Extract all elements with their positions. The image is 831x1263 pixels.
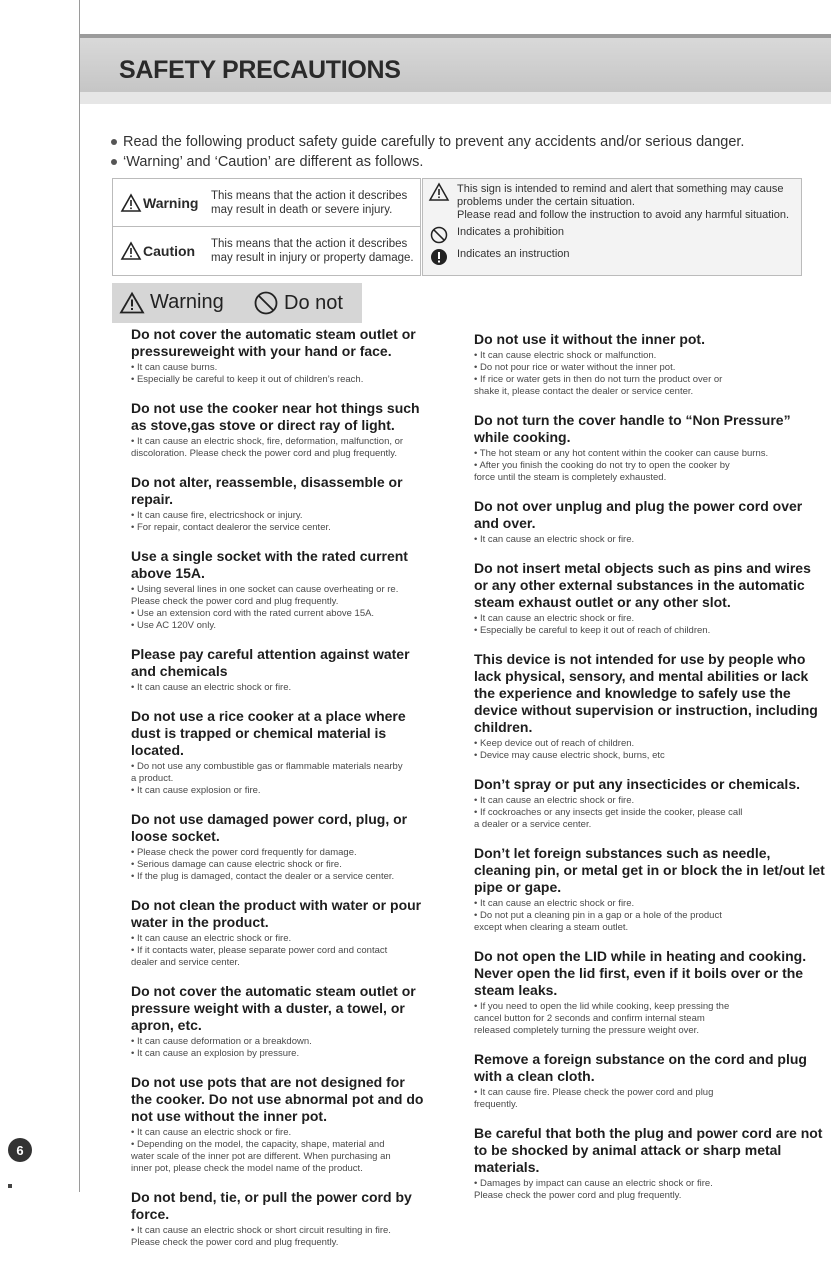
precaution-body-line: • It can cause an electric shock or short circuit resulting in fire. bbox=[131, 1225, 391, 1236]
precaution-body bbox=[131, 584, 426, 632]
precaution-body-line: • Damages by impact can cause an electric shock or fire. bbox=[474, 1178, 713, 1189]
precaution-body-line: • Using several lines in one socket can cause overheating or re. bbox=[131, 584, 399, 595]
symbol-legend bbox=[422, 178, 802, 276]
precaution-body-line: • Serious damage can cause electric shock or fire. bbox=[131, 859, 342, 870]
precaution-body-line: • It can cause explosion or fire. bbox=[131, 785, 261, 796]
precaution-body bbox=[131, 682, 426, 694]
page-number: 6 bbox=[8, 1138, 32, 1162]
corner-mark bbox=[8, 1184, 12, 1188]
precaution-item bbox=[474, 776, 828, 831]
precaution-item bbox=[131, 646, 426, 694]
precaution-body bbox=[131, 761, 426, 797]
precaution-body bbox=[474, 738, 828, 762]
precaution-body-line: • It can cause fire, electricshock or injury. bbox=[131, 510, 303, 521]
symbol-legend-row: Indicates a prohibition bbox=[423, 222, 801, 244]
precaution-heading: Use a single socket with the rated current above 15A. bbox=[131, 548, 408, 581]
precaution-body-line: except when clearing a steam outlet. bbox=[474, 922, 629, 933]
precaution-body-line: • Use an extension cord with the rated current above 15A. bbox=[131, 608, 375, 619]
precaution-body-line: force until the steam is completely exhausted. bbox=[474, 472, 667, 483]
precaution-item bbox=[131, 1074, 426, 1175]
precaution-heading: Do not use it without the inner pot. bbox=[474, 331, 705, 347]
precaution-heading: Please pay careful attention against water and chemicals bbox=[131, 646, 410, 679]
precaution-body bbox=[131, 1127, 426, 1175]
precaution-body-line: • Especially be careful to keep it out of reach of children. bbox=[474, 625, 711, 636]
precaution-body bbox=[474, 795, 828, 831]
severity-legend bbox=[112, 178, 421, 276]
precaution-item bbox=[474, 845, 828, 934]
precaution-body-line: • It can cause fire. Please check the power cord and plug bbox=[474, 1087, 714, 1098]
precaution-body bbox=[131, 847, 426, 883]
bullet-icon bbox=[111, 139, 117, 145]
precaution-body bbox=[474, 534, 828, 546]
header-banner bbox=[80, 34, 831, 96]
precaution-body-line: • It can cause an electric shock or fire. bbox=[131, 1127, 292, 1138]
precaution-item bbox=[131, 326, 426, 386]
precaution-heading: Do not clean the product with water or pour water in the product. bbox=[131, 897, 422, 930]
intro-line: ‘Warning’ and ‘Caution’ are different as follows. bbox=[111, 152, 744, 172]
precaution-body bbox=[474, 1001, 828, 1037]
bullet-icon bbox=[111, 159, 117, 165]
precaution-item bbox=[474, 412, 828, 484]
precaution-body-line: • For repair, contact dealeror the service center. bbox=[131, 522, 331, 533]
precaution-heading: Do not use pots that are not designed for the cooker. Do not use abnormal pot and do not use without the inner pot. bbox=[131, 1074, 424, 1124]
precaution-body-line: • Do not put a cleaning pin in a gap or a hole of the product bbox=[474, 910, 722, 921]
precaution-heading: Do not bend, tie, or pull the power cord by force. bbox=[131, 1189, 412, 1222]
precaution-item bbox=[474, 560, 828, 637]
intro-line: Read the following product safety guide carefully to prevent any accidents and/or serious danger. bbox=[111, 132, 744, 152]
warning-legend-label: Warning bbox=[113, 194, 201, 212]
precaution-body bbox=[131, 933, 426, 969]
precaution-body-line: Please check the power cord and plug frequently. bbox=[474, 1190, 682, 1201]
precaution-body-line: inner pot, please check the model name of the product. bbox=[131, 1163, 363, 1174]
precaution-body-line: • It can cause an electric shock or fire. bbox=[474, 795, 635, 806]
precaution-heading: Do not turn the cover handle to “Non Pressure” while cooking. bbox=[474, 412, 791, 445]
section-header bbox=[112, 283, 362, 323]
precaution-item bbox=[474, 651, 828, 762]
precaution-heading: Don’t spray or put any insecticides or chemicals. bbox=[474, 776, 800, 792]
right-column bbox=[474, 331, 828, 1216]
precaution-body-line: • If it contacts water, please separate power cord and contact bbox=[131, 945, 388, 956]
precaution-heading: Do not insert metal objects such as pins and wires or any other external substances in the automatic steam exhaust outlet or any other slot. bbox=[474, 560, 811, 610]
warning-triangle-icon bbox=[120, 292, 144, 314]
caution-legend-text: This means that the action it describes may result in injury or property damage. bbox=[211, 237, 414, 264]
warning-legend-row bbox=[113, 179, 420, 227]
precaution-body bbox=[131, 1036, 426, 1060]
precaution-heading: This device is not intended for use by people who lack physical, sensory, and mental abilities or lack the experience and knowledge to safely use the device without supervision or instruction, including children. bbox=[474, 651, 818, 735]
precaution-heading: Do not use damaged power cord, plug, or loose socket. bbox=[131, 811, 408, 844]
precaution-heading: Do not over unplug and plug the power cord over and over. bbox=[474, 498, 803, 531]
precaution-body-line: shake it, please contact the dealer or service center. bbox=[474, 386, 694, 397]
precaution-heading: Do not cover the automatic steam outlet or pressureweight with your hand or face. bbox=[131, 326, 416, 359]
precaution-body-line: • Especially be careful to keep it out of children’s reach. bbox=[131, 374, 364, 385]
warning-legend-text: This means that the action it describes may result in death or severe injury. bbox=[211, 189, 408, 216]
precaution-body-line: Please check the power cord and plug frequently. bbox=[131, 1237, 339, 1248]
precaution-item bbox=[131, 983, 426, 1060]
section-warning-label: Warning bbox=[120, 291, 224, 314]
precaution-heading: Do not alter, reassemble, disassemble or repair. bbox=[131, 474, 403, 507]
intro bbox=[111, 132, 744, 172]
precaution-body-line: • It can cause an electric shock or fire. bbox=[131, 933, 292, 944]
precaution-item bbox=[474, 331, 828, 398]
warning-triangle-icon bbox=[121, 194, 141, 212]
prohibition-icon bbox=[429, 226, 449, 244]
precaution-heading: Be careful that both the plug and power cord are not to be shocked by animal attack or sharp metal materials. bbox=[474, 1125, 823, 1175]
precaution-item bbox=[131, 1189, 426, 1249]
precaution-body-line: frequently. bbox=[474, 1099, 518, 1110]
precaution-body-line: cancel button for 2 seconds and confirm internal steam bbox=[474, 1013, 705, 1024]
precaution-body bbox=[131, 510, 426, 534]
precaution-body-line: • Keep device out of reach of children. bbox=[474, 738, 635, 749]
precaution-body-line: • Do not pour rice or water without the inner pot. bbox=[474, 362, 676, 373]
precaution-item bbox=[474, 498, 828, 546]
caution-legend-label: Caution bbox=[113, 242, 201, 260]
precaution-item bbox=[131, 708, 426, 797]
precaution-body-line: • It can cause an electric shock or fire. bbox=[474, 898, 635, 909]
precaution-body-line: • If the plug is damaged, contact the dealer or a service center. bbox=[131, 871, 395, 882]
precaution-body bbox=[131, 362, 426, 386]
precaution-body-line: • It can cause electric shock or malfunction. bbox=[474, 350, 657, 361]
precaution-body-line: • It can cause an electric shock or fire. bbox=[131, 682, 292, 693]
precaution-item bbox=[131, 474, 426, 534]
precaution-heading: Do not use the cooker near hot things such as stove,gas stove or direct ray of light. bbox=[131, 400, 420, 433]
precaution-heading: Do not open the LID while in heating and cooking. Never open the lid first, even if it boils over or the steam leaks. bbox=[474, 948, 807, 998]
precaution-body bbox=[474, 1178, 828, 1202]
precaution-body-line: a product. bbox=[131, 773, 174, 784]
precaution-body-line: • The hot steam or any hot content within the cooker can cause burns. bbox=[474, 448, 769, 459]
precaution-body bbox=[474, 898, 828, 934]
precaution-body-line: • After you finish the cooking do not try to open the cooker by bbox=[474, 460, 730, 471]
section-donot-label: Do not bbox=[254, 291, 343, 315]
precaution-body-line: • It can cause burns. bbox=[131, 362, 218, 373]
precaution-body-line: • Please check the power cord frequently for damage. bbox=[131, 847, 357, 858]
warning-triangle-icon bbox=[429, 183, 449, 201]
symbol-legend-row: This sign is intended to remind and alert that something may cause problems under the certain situation. Please read and follow the instruction to avoid any harmful situation. bbox=[423, 179, 801, 222]
precaution-body-line: • It can cause deformation or a breakdown. bbox=[131, 1036, 312, 1047]
precaution-body bbox=[131, 1225, 426, 1249]
symbol-legend-row: Indicates an instruction bbox=[423, 244, 801, 266]
precaution-body-line: a dealer or a service center. bbox=[474, 819, 592, 830]
precaution-item bbox=[474, 1051, 828, 1111]
precaution-body-line: • If cockroaches or any insects get inside the cooker, please call bbox=[474, 807, 743, 818]
binding-line bbox=[79, 0, 80, 1192]
caution-legend-row bbox=[113, 227, 420, 274]
precaution-body-line: Please check the power cord and plug frequently. bbox=[131, 596, 339, 607]
precaution-body bbox=[474, 1087, 828, 1111]
instruction-icon bbox=[429, 248, 449, 266]
page-title: SAFETY PRECAUTIONS bbox=[119, 56, 401, 84]
precaution-body-line: • It can cause an electric shock or fire. bbox=[474, 534, 635, 545]
precaution-body-line: • It can cause an electric shock or fire. bbox=[474, 613, 635, 624]
precaution-body-line: discoloration. Please check the power cord and plug frequently. bbox=[131, 448, 397, 459]
precaution-item bbox=[474, 948, 828, 1037]
precaution-body-line: • If rice or water gets in then do not turn the product over or bbox=[474, 374, 723, 385]
precaution-body-line: released completely turning the pressure weight over. bbox=[474, 1025, 699, 1036]
precaution-body-line: • If you need to open the lid while cooking, keep pressing the bbox=[474, 1001, 730, 1012]
precaution-item bbox=[474, 1125, 828, 1202]
precaution-body-line: dealer and service center. bbox=[131, 957, 240, 968]
left-column bbox=[131, 326, 426, 1263]
precaution-body-line: • Depending on the model, the capacity, shape, material and bbox=[131, 1139, 385, 1150]
precaution-body bbox=[474, 613, 828, 637]
precaution-body-line: • Device may cause electric shock, burns, etc bbox=[474, 750, 665, 761]
precaution-heading: Do not cover the automatic steam outlet or pressure weight with a duster, a towel, or apron, etc. bbox=[131, 983, 416, 1033]
caution-triangle-icon bbox=[121, 242, 141, 260]
precaution-body-line: • It can cause an explosion by pressure. bbox=[131, 1048, 300, 1059]
precaution-body-line: • Do not use any combustible gas or flammable materials nearby bbox=[131, 761, 403, 772]
precaution-body-line: • Use AC 120V only. bbox=[131, 620, 216, 631]
precaution-item bbox=[131, 811, 426, 883]
precaution-item bbox=[131, 897, 426, 969]
precaution-body bbox=[131, 436, 426, 460]
precaution-body-line: water scale of the inner pot are different. When purchasing an bbox=[131, 1151, 391, 1162]
prohibition-icon bbox=[254, 291, 278, 315]
precaution-body bbox=[474, 448, 828, 484]
banner-shadow bbox=[80, 92, 831, 104]
precaution-body bbox=[474, 350, 828, 398]
precaution-item bbox=[131, 400, 426, 460]
precaution-heading: Remove a foreign substance on the cord and plug with a clean cloth. bbox=[474, 1051, 807, 1084]
precaution-heading: Don’t let foreign substances such as needle, cleaning pin, or metal get in or block the in let/out let pipe or gape. bbox=[474, 845, 825, 895]
precaution-heading: Do not use a rice cooker at a place where dust is trapped or chemical material is located. bbox=[131, 708, 406, 758]
precaution-item bbox=[131, 548, 426, 632]
precaution-body-line: • It can cause an electric shock, fire, deformation, malfunction, or bbox=[131, 436, 404, 447]
